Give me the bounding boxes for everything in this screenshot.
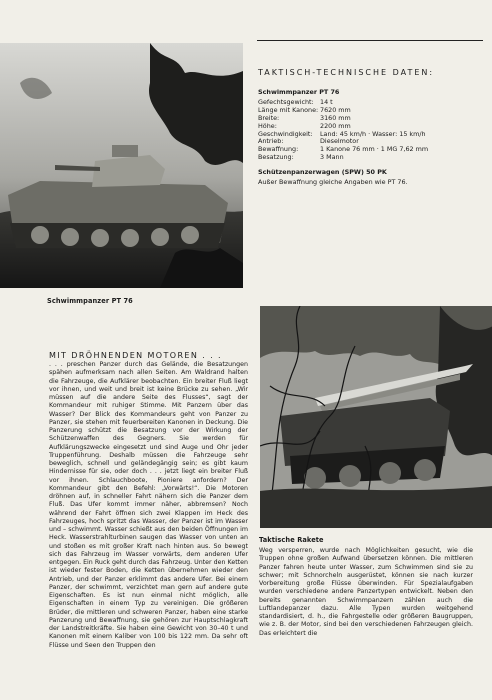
spec-row [258, 154, 483, 162]
spec-value: 14 t [320, 97, 333, 106]
spec-value: 3160 mm [320, 113, 351, 122]
spec-value: 7620 mm [320, 105, 351, 114]
article-text-right: Weg versperren, wurde nach Möglichkeiten gesucht, wie die Truppen ohne großen Aufwand übersetzen können. Die mittleren Panzer fahren heute unter Wasser, zum Schwimmen sind sie zu schwer; mit Schnorcheln ausgerüstet, können sie nach kurzer Vorbereitung große Flüsse überwinden. Für Spezialaufgaben wurden verschiedene andere Panzertypen entwickelt. Neben den bereits genannten Schwimmpanzern zählen auch die Luftlandepanzer dazu. Alle Typen wurden weitgehend standardisiert, d. h., die Fahrgestelle oder größeren Baugruppen, wie z. B. der Motor, sind bei den verschiedenen Fahrzeugen gleich. Das erleichtert die [259, 547, 473, 637]
article-column-right [259, 547, 473, 638]
spec-row [258, 115, 483, 123]
rocket-photo-caption: Taktische Rakete [259, 536, 324, 544]
spec-row [258, 107, 483, 115]
top-rule [257, 40, 483, 41]
spec-spw-note: Außer Bewaffnung gleiche Angaben wie PT 76. [258, 178, 408, 187]
spec-key: Besatzung: [258, 153, 294, 162]
spec-value: 3 Mann [320, 153, 344, 162]
spec-key: Geschwindigkeit: [258, 129, 313, 138]
spec-key: Länge mit Kanone: [258, 105, 319, 114]
spec-key: Antrieb: [258, 137, 284, 146]
spec-heading: TAKTISCH-TECHNISCHE DATEN: [258, 68, 435, 77]
spec-value: Land: 45 km/h · Wasser: 15 km/h [320, 129, 426, 138]
article-column-left [49, 361, 248, 650]
article-heading: MIT DRÖHNENDEN MOTOREN . . . [49, 351, 222, 360]
spec-rows [258, 99, 483, 162]
spec-row [258, 131, 483, 139]
spec-block [258, 89, 483, 187]
spec-spw-title: Schützenpanzerwagen (SPW) 50 PK [258, 168, 387, 177]
spec-key: Breite: [258, 113, 280, 122]
spec-value: 1 Kanone 76 mm · 1 MG 7,62 mm [320, 145, 429, 154]
spec-pt76-title: Schwimmpanzer PT 76 [258, 88, 340, 96]
spec-value: Dieselmotor [320, 137, 359, 146]
spec-key: Höhe: [258, 121, 277, 130]
article-text-left: . . . preschen Panzer durch das Gelände, die Besatzungen spähen aufmerksam nach allen Seiten. Am Waldrand halten die Fahrzeuge, die Aufklärer beobachten. Ein breiter Fluß liegt vor ihnen, und weit und breit ist keine Brücke zu sehen. „Wir müssen auf die andere Seite des Flusses“, sagt der Kommandeur mit ruhiger Stimme. Mit Panzern über das Wasser? Der Blick des Kommandeurs geht von Panzer zu Panzer, sie stehen mit feuerbereiten Kanonen in Deckung. Die Panzerung schützt die Besatzung vor der Wirkung der Schützenwaffen des Gegners. Sie werden für Aufklärungszwecke eingesetzt und sind Auge und Ohr jeder Truppenführung. Deshalb müssen die Fahrzeuge sehr beweglich, schnell und geländegängig sein; es gibt kaum Hindernisse für sie, oder doch . . . jetzt liegt ein breiter Fluß vor ihnen. Schlauchboote, Pioniere anfordern? Der Kommandeur gibt den Befehl: „Vorwärts!“. Die Motoren dröhnen auf, in schneller Fahrt nähern sich die Panzer dem Fluß. Das Ufer kommt immer näher, abbremsen? Noch während der Fahrt öffnen sich zwei Klappen im Heck des Fahrzeuges, hoch spritzt das Wasser, der Panzer ist im Wasser und – schwimmt. Wasser schießt aus den beiden Öffnungen im Heck. Wasserstrahlturbinen saugen das Wasser von unten an und stoßen es mit großer Kraft nach hinten aus. So bewegt sich das Fahrzeug im Wasser vorwärts, dem anderen Ufer entgegen. Ein Ruck geht durch das Fahrzeug. Unter den Ketten ist wieder fester Boden, die Ketten übernehmen wieder den Antrieb, und der Panzer erklimmt das andere Ufer. Bei einem Panzer, der schwimmt, verzichtet man gern auf andere gute Eigenschaften. Es ist nun einmal nicht möglich, alle Eigenschaften in einem Typ zu vereinigen. Die größeren Brüder, die mittleren und schweren Panzer, haben eine starke Panzerung und Bewaffnung, sie gehören zur Hauptschlagkraft der Landstreitkräfte. Sie haben eine Gewicht von 30–40 t und Kanonen mit einem Kaliber von 100 bis 122 mm. Da sehr oft Flüsse und Seen den Truppen den [49, 361, 248, 649]
tank-photo [0, 43, 243, 288]
spec-value: 2200 mm [320, 121, 351, 130]
spec-key: Gefechtsgewicht: [258, 97, 314, 106]
spec-key: Bewaffnung: [258, 145, 299, 154]
tank-photo-caption: Schwimmpanzer PT 76 [47, 297, 133, 305]
rocket-photo [260, 306, 492, 528]
